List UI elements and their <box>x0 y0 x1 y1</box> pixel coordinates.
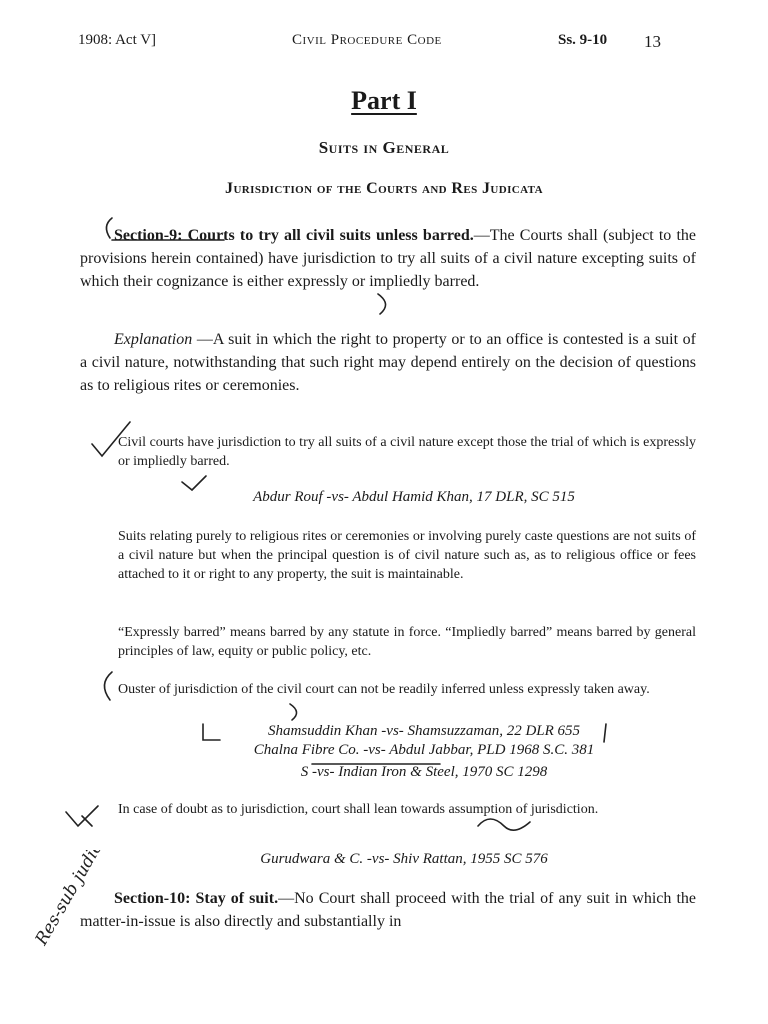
margin-note-text: Res-sub judice <box>31 850 112 949</box>
handwritten-margin-note <box>14 850 124 960</box>
citation-abdur-rouf: Abdur Rouf -vs- Abdul Hamid Khan, 17 DLR, SC 515 <box>253 489 575 505</box>
citation-shamsuddin: Shamsuddin Khan -vs- Shamsuzzaman, 22 DLR 655 <box>267 723 581 739</box>
citation-chalna-fibre: Chalna Fibre Co. -vs- Abdul Jabbar, PLD 1968 S.C. 381 <box>253 742 595 758</box>
running-header <box>78 32 708 56</box>
section-9-label: Section-9: <box>114 227 183 244</box>
bracket-mark <box>290 704 297 720</box>
citation-indian-iron: S -vs- Indian Iron & Steel, 1970 SC 1298 <box>300 764 548 780</box>
tick-mark <box>82 816 92 826</box>
tick-mark <box>66 806 98 826</box>
section-10-label: Section-10: <box>114 890 191 907</box>
page-number: 13 <box>644 32 661 51</box>
note-doubt-jurisdiction: In case of doubt as to jurisdiction, court shall lean towards assumption of jurisdiction. <box>118 802 599 817</box>
explanation-paragraph <box>80 328 696 397</box>
bracket-mark <box>378 294 386 314</box>
margin-note-drawing <box>14 850 124 960</box>
section-9-title: Courts to try all civil suits unless barred. <box>187 227 474 244</box>
header-sections: Ss. 9-10 <box>558 32 608 48</box>
section-10-paragraph <box>80 887 696 933</box>
section-10-title: Stay of suit. <box>195 890 279 907</box>
bracket-mark <box>104 672 112 700</box>
note-religious-rites: Suits relating purely to religious rites or ceremonies or involving purely caste questions are not suits of a civil nature but when the principal question is of civil nature such as, as to religious office or fees attached to it or right to any property, the suit is maintainable. <box>118 529 696 582</box>
scribble-mark <box>478 819 530 830</box>
section-10-body: —No Court shall proceed with the trial of any suit in which the matter-in-issue is also directly and substantially in <box>80 890 697 930</box>
header-title: Civil Procedure Code <box>292 32 442 48</box>
suits-heading: Suits in General <box>318 138 450 157</box>
note-civil-courts: Civil courts have jurisdiction to try all suits of a civil nature except those the trial of which is expressly or impliedly barred. <box>118 435 696 469</box>
jurisdiction-heading: Jurisdiction of the Courts and Res Judicata <box>225 180 543 197</box>
section-9-body: —The Courts shall (subject to the provisions herein contained) have jurisdiction to try all suits of a civil nature excepting suits of which their cognizance is either expressly or impliedly barred. <box>80 227 696 290</box>
section-9-paragraph <box>80 224 696 293</box>
note-expressly-barred: “Expressly barred” means barred by any statute in force. “Impliedly barred” means barred by general principles of law, equity or public policy, etc. <box>118 625 696 659</box>
note-ouster: Ouster of jurisdiction of the civil court can not be readily inferred unless expressly taken away. <box>118 682 650 697</box>
explanation-body: —A suit in which the right to property or to an office is contested is a suit of a civil nature, notwithstanding that such right may depend entirely on the decision of questions as to religious rites or ceremonies. <box>80 331 696 394</box>
header-act: 1908: Act V] <box>78 32 157 48</box>
part-title: Part I <box>351 86 417 115</box>
explanation-label: Explanation <box>114 331 193 348</box>
citation-gurudwara: Gurudwara & C. -vs- Shiv Rattan, 1955 SC 576 <box>260 851 548 867</box>
